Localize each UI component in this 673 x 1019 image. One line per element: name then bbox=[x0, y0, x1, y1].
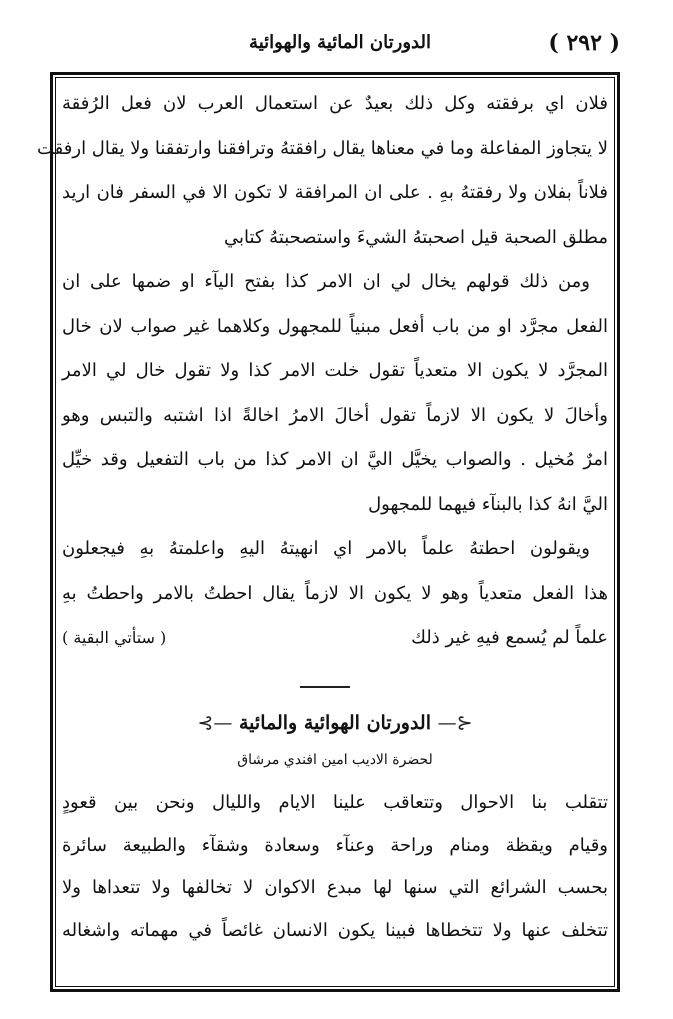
text-line: اليَّ انهُ كذا بالبنآء فيهما للمجهول bbox=[368, 493, 608, 515]
text-line: ومن ذلك قولهم يخال لي ان الامر كذا بفتح اليآء او ضمها على ان bbox=[62, 271, 590, 292]
text-line: المجرَّد لا يكون الا متعدياً تقول خلت الامر كذا ولا تقول خال لي الامر bbox=[62, 360, 608, 381]
text-line: فلان اي برفقته وكل ذلك بعيدٌ عن استعمال العرب لان فعل الرُفقة bbox=[62, 93, 608, 114]
text-line: لا يتجاوز المفاعلة وما في معناها يقال رافقتهُ وترافقنا وارتفقنا ولا يقال ارفقت bbox=[37, 137, 608, 159]
continued-note: ( ستأتي البقية ) bbox=[62, 628, 167, 647]
last-text-line: علماً لم يُسمع فيهِ غير ذلك bbox=[411, 627, 608, 648]
text-line: تتخلف عنها ولا تتخطاها فبينا يكون الانسان غائصاً في مهماته واشغاله bbox=[62, 919, 608, 941]
text-line: ويقولون احطتهُ علماً بالامر اي انهيتهُ اليهِ واعلمتهُ بهِ فيجعلون bbox=[62, 538, 590, 559]
running-title: الدورتان المائية والهوائية bbox=[249, 32, 431, 53]
text-line: امرٌ مُخيل . والصواب يخيَّل اليَّ ان الامر كذا من باب التفعيل وقد خيِّل bbox=[62, 449, 608, 470]
section-body bbox=[62, 782, 608, 952]
ornament-right: ⊰— bbox=[437, 712, 473, 734]
ornament-left: —⊱ bbox=[197, 712, 233, 734]
text-line: بحسب الشرائع التي سنها لها مبدع الاكوان لا تخالفها ولا تتعداها ولا bbox=[62, 877, 608, 898]
article-body bbox=[37, 82, 608, 661]
text-line: الفعل مجرَّد او من باب أفعل مبنياً للمجهول وكلاهما غير صواب لان خال bbox=[62, 315, 608, 337]
text-line: مطلق الصحبة قيل اصحبتهُ الشيءَ واستصحبتهُ كتابي bbox=[223, 226, 608, 248]
text-line: تتقلب بنا الاحوال وتتعاقب علينا الايام والليال ونحن بين قعودٍ bbox=[62, 792, 608, 813]
author-line: لحضرة الاديب امين افندي مرشاق bbox=[237, 752, 433, 768]
section-title: الدورتان الهوائية والمائية bbox=[238, 712, 431, 734]
page-header bbox=[40, 30, 640, 66]
closing-line bbox=[62, 616, 608, 661]
text-line: فلاناً بفلان ولا رفقتهُ بهِ . على ان المرافقة لا تكون الا في السفر فان اريد bbox=[62, 182, 608, 203]
text-line: وقيام ويقظة ومنام وراحة وعنآء وسعادة وشقآء والطبيعة سائرة bbox=[62, 834, 608, 856]
section-title-block bbox=[62, 712, 608, 734]
text-line: وأخالَ لا يكون الا لازماً تقول أخالَ الامرُ اخالةً اذا اشتبه والتبس وهو bbox=[62, 404, 608, 426]
section-divider bbox=[300, 686, 350, 688]
page-number: ( ٢٩٢ ) bbox=[548, 30, 620, 56]
text-line: هذا الفعل متعدياً وهو لا يكون الا لازماً يقال احطتُ بالامر واحطتُ بهِ bbox=[62, 582, 608, 604]
